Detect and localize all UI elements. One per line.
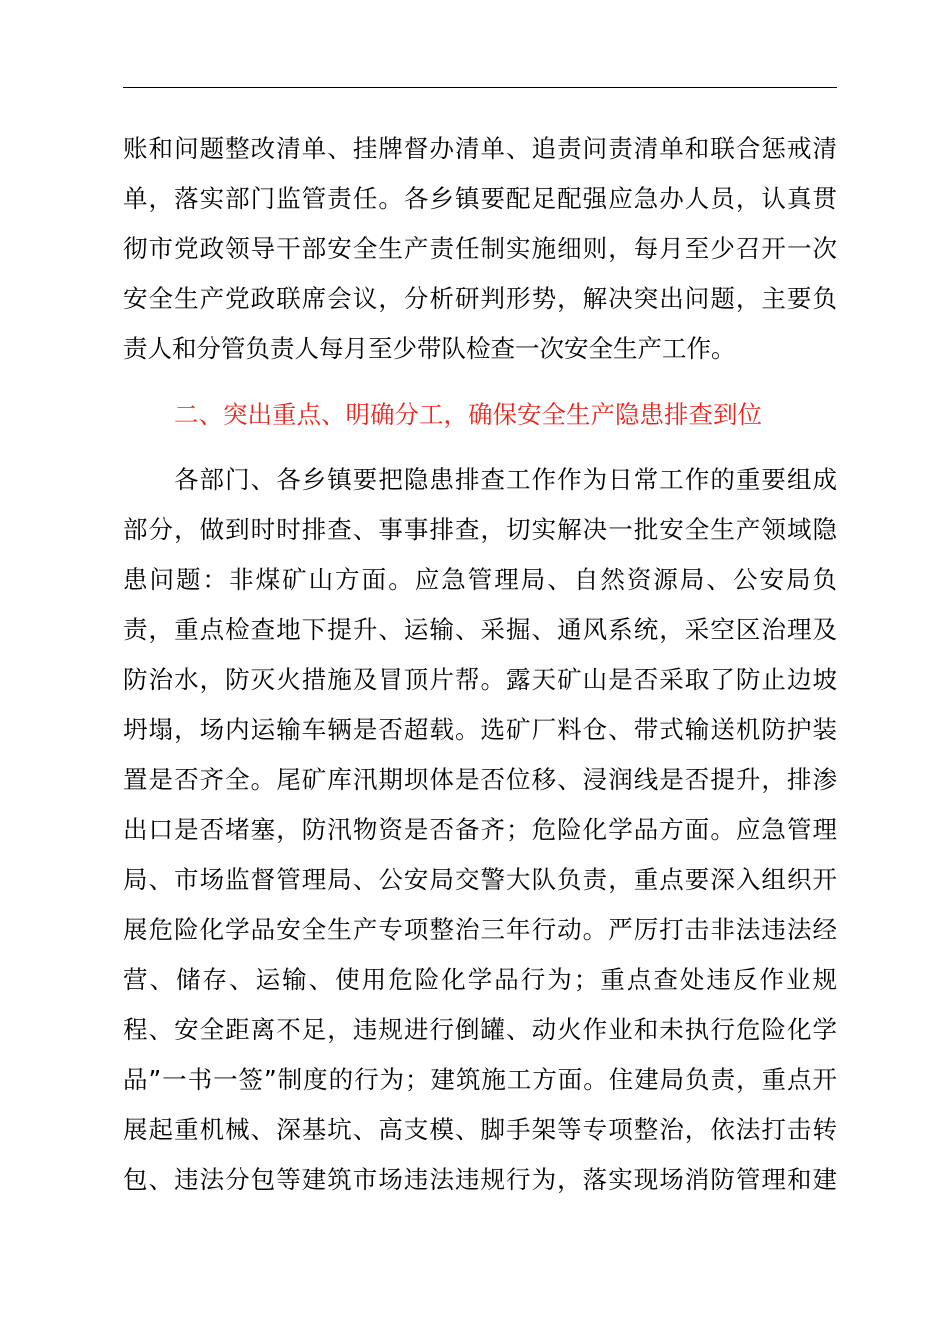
paragraph-line: 置是否齐全。尾矿库汛期坝体是否位移、浸润线是否提升，排渗	[123, 765, 837, 794]
paragraph-line: 各部门、各乡镇要把隐患排查工作作为日常工作的重要组成	[174, 465, 837, 494]
paragraph-line: 患问题：非煤矿山方面。应急管理局、自然资源局、公安局负	[123, 565, 837, 594]
paragraph-line: 程、安全距离不足，违规进行倒罐、动火作业和未执行危险化学	[123, 1015, 837, 1044]
paragraph-line: 责，重点检查地下提升、运输、采掘、通风系统，采空区治理及	[123, 615, 837, 644]
paragraph-line: 安全生产党政联席会议，分析研判形势，解决突出问题，主要负	[123, 284, 837, 313]
paragraph-line: 营、储存、运输、使用危险化学品行为；重点查处违反作业规	[123, 965, 837, 994]
paragraph-line: 出口是否堵塞，防汛物资是否备齐；危险化学品方面。应急管理	[123, 815, 837, 844]
header-rule	[123, 87, 837, 88]
paragraph-line: 责人和分管负责人每月至少带队检查一次安全生产工作。	[123, 334, 736, 363]
paragraph-line: 彻市党政领导干部安全生产责任制实施细则，每月至少召开一次	[123, 234, 837, 263]
paragraph-line: 账和问题整改清单、挂牌督办清单、追责问责清单和联合惩戒清	[123, 134, 837, 163]
section-heading: 二、突出重点、明确分工，确保安全生产隐患排查到位	[174, 400, 762, 429]
paragraph-line: 品”一书一签”制度的行为；建筑施工方面。住建局负责，重点开	[123, 1065, 837, 1094]
paragraph-line: 展起重机械、深基坑、高支模、脚手架等专项整治，依法打击转	[123, 1115, 837, 1144]
paragraph-line: 包、违法分包等建筑市场违法违规行为，落实现场消防管理和建	[123, 1165, 837, 1194]
paragraph-line: 部分，做到时时排查、事事排查，切实解决一批安全生产领域隐	[123, 515, 837, 544]
paragraph-line: 单，落实部门监管责任。各乡镇要配足配强应急办人员，认真贯	[123, 184, 837, 213]
paragraph-line: 局、市场监督管理局、公安局交警大队负责，重点要深入组织开	[123, 865, 837, 894]
paragraph-line: 展危险化学品安全生产专项整治三年行动。严厉打击非法违法经	[123, 915, 837, 944]
paragraph-line: 防治水，防灭火措施及冒顶片帮。露天矿山是否采取了防止边坡	[123, 665, 837, 694]
paragraph-line: 坍塌，场内运输车辆是否超载。选矿厂料仓、带式输送机防护装	[123, 715, 837, 744]
